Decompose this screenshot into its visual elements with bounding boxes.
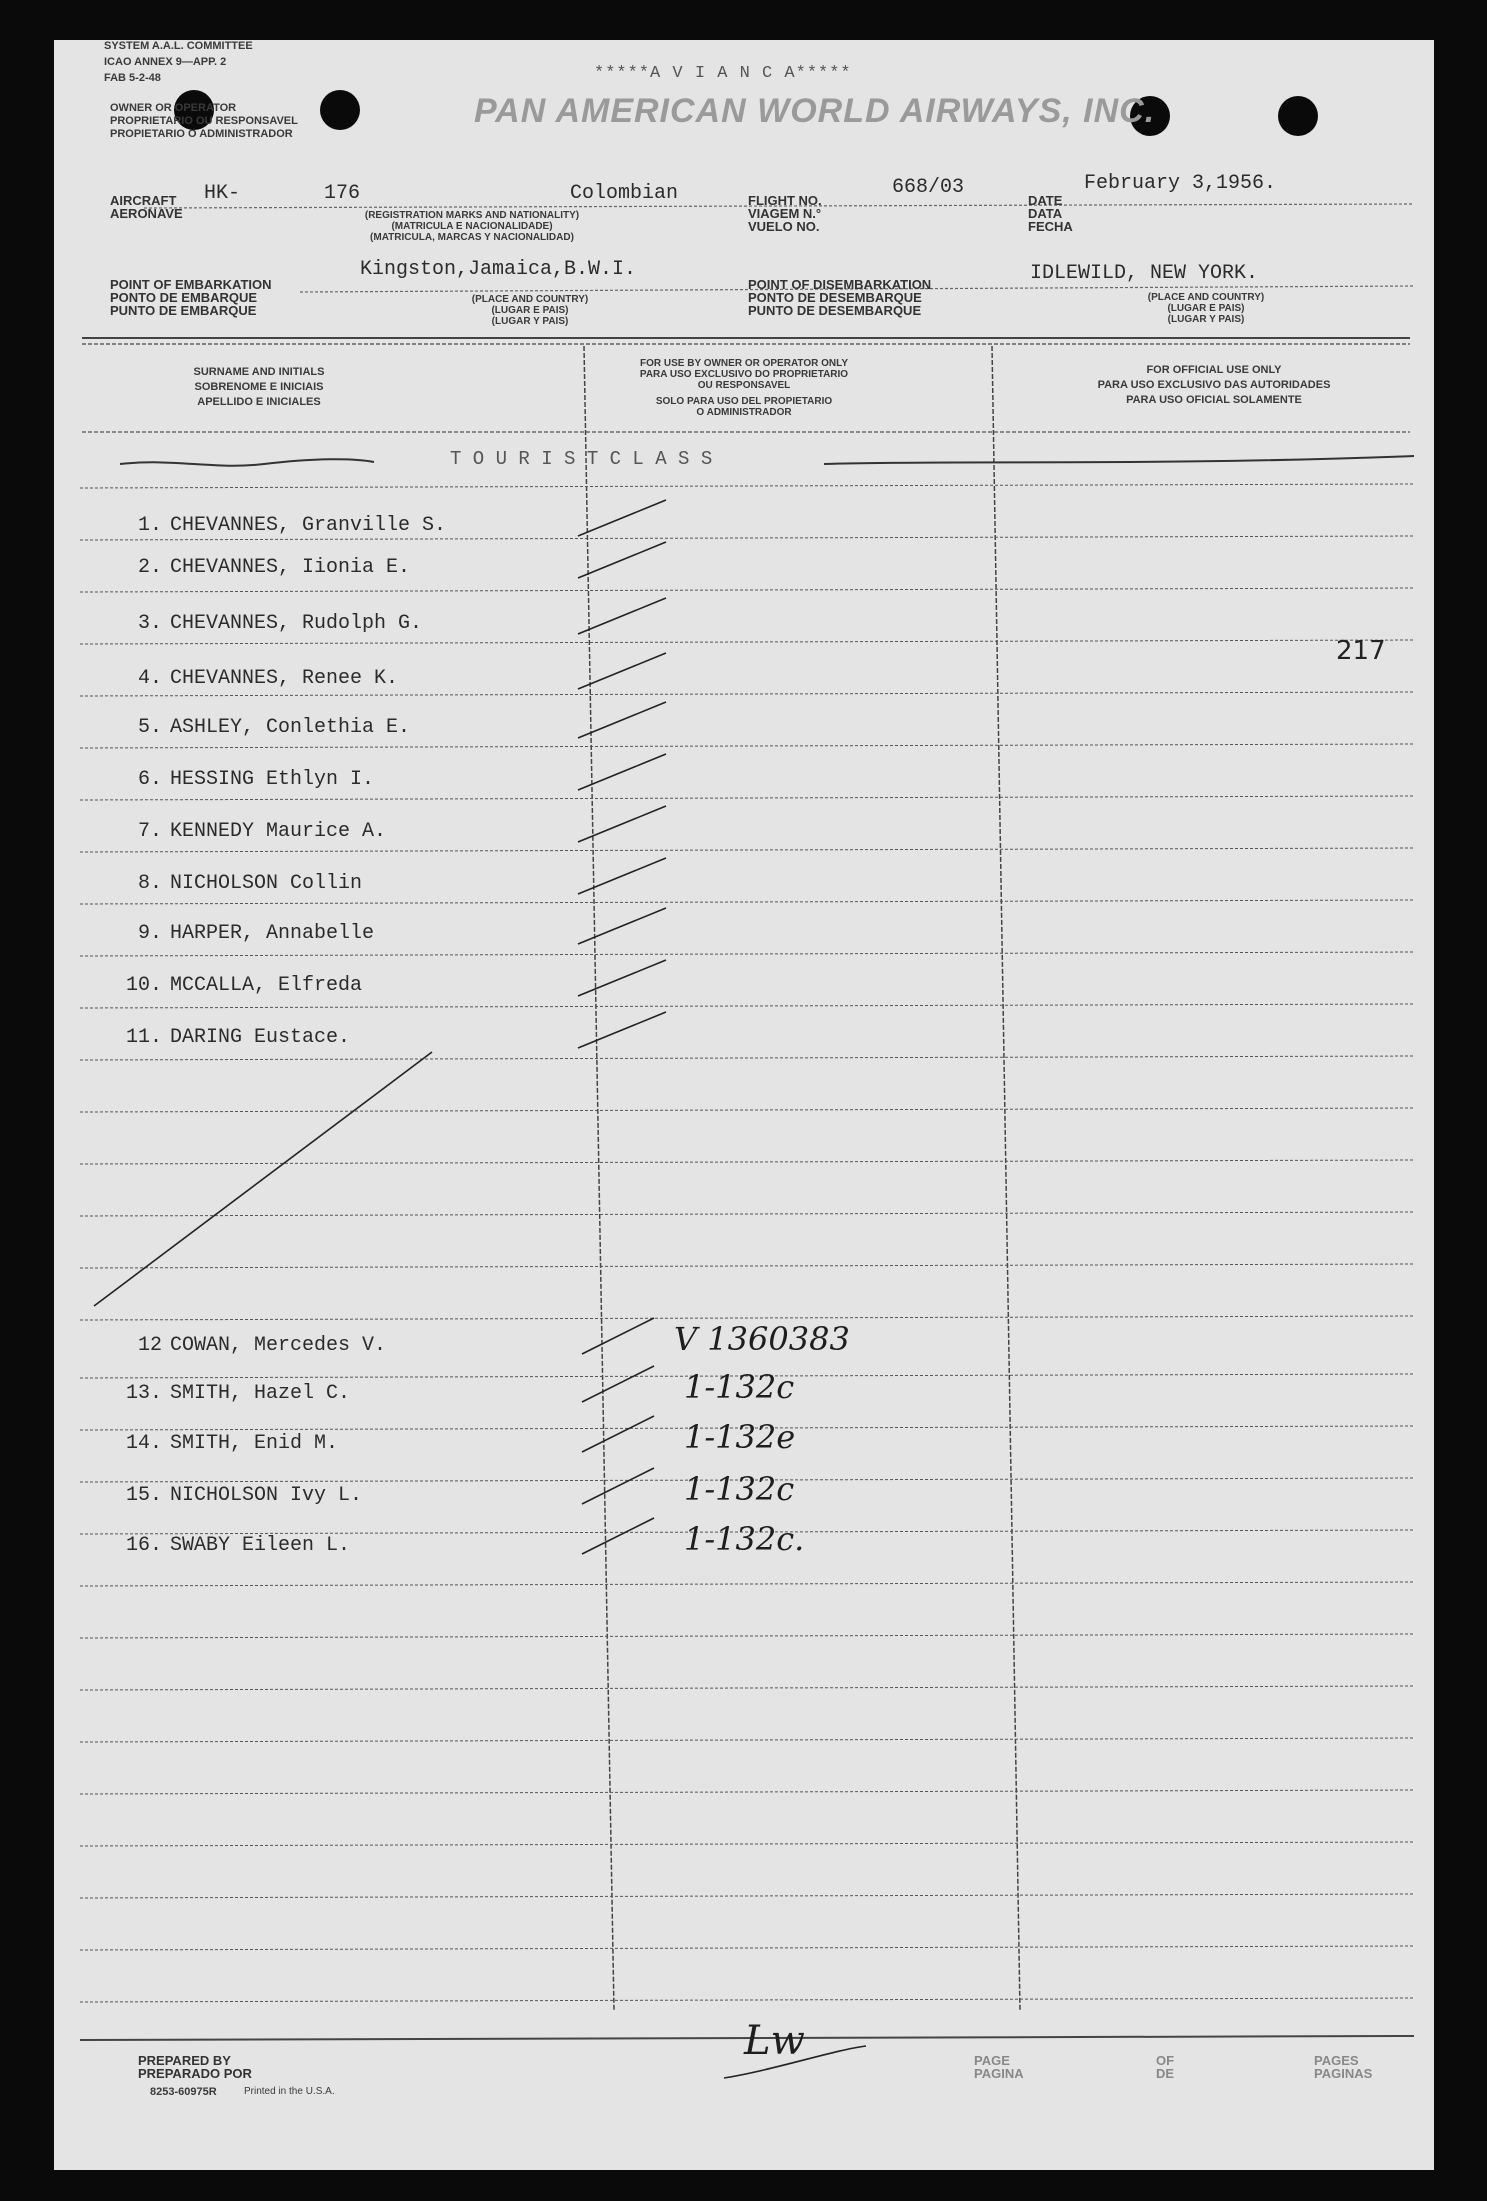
passenger-row <box>110 872 362 895</box>
official-stamp: 217 <box>1336 636 1386 666</box>
rule-line <box>80 796 1414 800</box>
rule-line <box>578 598 666 634</box>
registration-label: (MATRICULA E NACIONALIDADE) <box>391 221 553 232</box>
rule-line <box>80 1264 1414 1268</box>
form-number: 8253-60975R <box>150 2086 217 2098</box>
rule-line <box>80 1946 1414 1950</box>
pages-label: PAGINAS <box>1314 2066 1373 2081</box>
passenger-row <box>110 514 446 537</box>
flight-label: FLIGHT NO. <box>748 193 822 208</box>
passenger-number: 7. <box>137 820 162 843</box>
passenger-number: 10. <box>125 974 162 997</box>
prepared-label: PREPARED BY <box>138 2053 231 2068</box>
rule-line <box>578 960 666 996</box>
flight-date: February 3,1956. <box>1084 172 1277 195</box>
rule-line <box>80 1842 1414 1846</box>
carrier-top: *****A V I A N C A***** <box>594 64 852 83</box>
punch-hole <box>320 90 360 130</box>
passenger-number: 8. <box>137 872 162 895</box>
punch-hole <box>1278 96 1318 136</box>
passenger-name: SWABY Eileen L. <box>170 1534 351 1557</box>
rule-line <box>80 1160 1414 1164</box>
owner-label: OWNER OR OPERATOR <box>110 102 237 114</box>
rule-line <box>80 1056 1414 1060</box>
owner-use-header: O ADMINISTRADOR <box>696 407 792 418</box>
embarkation-label: POINT OF EMBARKATION <box>110 277 272 292</box>
passenger-name: NICHOLSON Ivy L. <box>170 1484 363 1507</box>
passenger-name: KENNEDY Maurice A. <box>170 820 387 843</box>
place-label: (PLACE AND COUNTRY) <box>471 294 589 305</box>
official-use-header: PARA USO EXCLUSIVO DAS AUTORIDADES <box>1097 379 1331 391</box>
passenger-name: SMITH, Hazel C. <box>170 1382 351 1405</box>
passenger-name: CHEVANNES, Iionia E. <box>170 556 411 579</box>
surname-header: SURNAME AND INITIALS <box>193 366 325 378</box>
pages-label: PAGES <box>1314 2053 1359 2068</box>
passenger-row <box>110 768 374 791</box>
passenger-number: 1. <box>137 514 162 537</box>
place-label: (LUGAR Y PAIS) <box>1167 314 1245 325</box>
rule-line <box>80 952 1414 956</box>
rule-line <box>578 806 666 842</box>
passenger-name: DARING Eustace. <box>170 1026 351 1049</box>
passenger-number: 15. <box>125 1484 162 1507</box>
owner-label: PROPIETARIO O ADMINISTRADOR <box>110 128 293 140</box>
rule-line <box>80 744 1414 748</box>
rule-line <box>584 346 614 2010</box>
rule-line <box>582 1366 654 1402</box>
disembarkation-label: PONTO DE DESEMBARQUE <box>748 290 922 305</box>
passenger-number: 5. <box>137 716 162 739</box>
rule-line <box>80 1212 1414 1216</box>
class-header: T O U R I S T C L A S S <box>450 448 713 470</box>
visa-note: 1-132c <box>684 1470 795 1508</box>
preparer-signature: Lw <box>744 2018 805 2064</box>
rule-line <box>80 1998 1414 2002</box>
embarkation-label: PONTO DE EMBARQUE <box>110 290 258 305</box>
place-label: (LUGAR E PAIS) <box>1167 303 1245 314</box>
rule-line <box>578 500 666 536</box>
rule-line <box>582 1318 654 1354</box>
passenger-row <box>110 1382 350 1405</box>
rule-line <box>80 900 1414 904</box>
rule-line <box>80 1738 1414 1742</box>
passenger-name: NICHOLSON Collin <box>170 872 363 895</box>
place-label: (PLACE AND COUNTRY) <box>1147 292 1265 303</box>
rule-line <box>582 1518 654 1554</box>
rule-line <box>80 1790 1414 1794</box>
passenger-row <box>110 556 410 579</box>
visa-note: 1-132c. <box>684 1520 805 1558</box>
embarkation-value: Kingston,Jamaica,B.W.I. <box>360 258 637 281</box>
passenger-name: HESSING Ethlyn I. <box>170 768 375 791</box>
passenger-number: 11. <box>125 1026 162 1049</box>
place-label: (LUGAR E PAIS) <box>491 305 569 316</box>
passenger-name: MCCALLA, Elfreda <box>170 974 363 997</box>
date-label: DATA <box>1028 206 1063 221</box>
date-label: FECHA <box>1028 219 1073 234</box>
rule-line <box>578 1012 666 1048</box>
passenger-name: CHEVANNES, Rudolph G. <box>170 612 423 635</box>
disembarkation-value: IDLEWILD, NEW YORK. <box>1030 262 1259 285</box>
rule-line <box>80 1894 1414 1898</box>
official-use-header: FOR OFFICIAL USE ONLY <box>1146 364 1282 376</box>
passenger-name: HARPER, Annabelle <box>170 922 375 945</box>
committee-line: ICAO ANNEX 9—APP. 2 <box>104 56 227 68</box>
passenger-row <box>110 1334 386 1357</box>
passenger-name: ASHLEY, Conlethia E. <box>170 716 411 739</box>
passenger-number: 2. <box>137 556 162 579</box>
passenger-row <box>110 974 362 997</box>
rule-line <box>80 588 1414 592</box>
rule-line <box>578 908 666 944</box>
owner-use-header: PARA USO EXCLUSIVO DO PROPRIETARIO <box>639 369 849 380</box>
passenger-row <box>110 922 374 945</box>
passenger-row <box>110 667 398 690</box>
aircraft-label: AERONAVE <box>110 206 183 221</box>
passenger-row <box>110 612 422 635</box>
owner-use-header: FOR USE BY OWNER OR OPERATOR ONLY <box>640 358 848 369</box>
rule-line <box>80 1634 1414 1638</box>
rule-line <box>582 1468 654 1504</box>
date-label: DATE <box>1028 193 1063 208</box>
passenger-number: 14. <box>125 1432 162 1455</box>
rule-line <box>80 692 1414 696</box>
manifest-sheet <box>54 40 1434 2170</box>
committee-line: FAB 5-2-48 <box>104 72 161 84</box>
page-label: PAGE <box>974 2053 1010 2068</box>
embarkation-label: PUNTO DE EMBARQUE <box>110 303 257 318</box>
nationality: Colombian <box>570 182 679 205</box>
of-label: OF <box>1156 2053 1175 2068</box>
visa-note: 1-132c <box>684 1368 795 1406</box>
passenger-name: SMITH, Enid M. <box>170 1432 339 1455</box>
of-label: DE <box>1156 2066 1175 2081</box>
passenger-number: 6. <box>137 768 162 791</box>
passenger-number: 12 <box>137 1334 162 1357</box>
disembarkation-label: PUNTO DE DESEMBARQUE <box>748 303 922 318</box>
rule-line <box>578 858 666 894</box>
passenger-number: 3. <box>137 612 162 635</box>
aircraft-label: AIRCRAFT <box>110 193 177 208</box>
rule-line <box>80 1686 1414 1690</box>
disembarkation-label: POINT OF DISEMBARKATION <box>748 277 932 292</box>
flight-label: VUELO NO. <box>748 219 820 234</box>
passenger-row <box>110 1484 362 1507</box>
passenger-number: 16. <box>125 1534 162 1557</box>
rule-line <box>578 542 666 578</box>
page-label: PAGINA <box>974 2066 1024 2081</box>
rule-line <box>80 640 1414 644</box>
registration-label: (MATRICULA, MARCAS Y NACIONALIDAD) <box>370 232 574 243</box>
flight-number: 668/03 <box>892 176 965 199</box>
owner-label: PROPRIETARIO OU RESPONSAVEL <box>110 115 298 127</box>
owner-use-header: SOLO PARA USO DEL PROPIETARIO <box>655 396 833 407</box>
passenger-row <box>110 1026 350 1049</box>
rule-line <box>80 1582 1414 1586</box>
aircraft-number: 176 <box>324 182 361 205</box>
passenger-row <box>110 716 410 739</box>
passenger-name: COWAN, Mercedes V. <box>170 1334 387 1357</box>
rule-line <box>80 1108 1414 1112</box>
passenger-row <box>110 1432 338 1455</box>
rule-line <box>578 653 666 689</box>
passenger-row <box>110 1534 350 1557</box>
rule-line <box>80 1004 1414 1008</box>
visa-note: 1-132e <box>684 1418 796 1456</box>
official-use-header: PARA USO OFICIAL SOLAMENTE <box>1126 394 1302 406</box>
passenger-row <box>110 820 386 843</box>
passenger-name: CHEVANNES, Granville S. <box>170 514 447 537</box>
passenger-number: 4. <box>137 667 162 690</box>
owner-use-header: OU RESPONSAVEL <box>697 380 791 391</box>
registration-label: (REGISTRATION MARKS AND NATIONALITY) <box>364 210 580 221</box>
rule-line <box>80 484 1414 488</box>
aircraft-prefix: HK- <box>204 182 241 205</box>
passenger-name: CHEVANNES, Renee K. <box>170 667 399 690</box>
carrier-name: PAN AMERICAN WORLD AIRWAYS, INC. <box>474 92 1156 130</box>
passenger-number: 13. <box>125 1382 162 1405</box>
class-underline <box>120 456 1414 466</box>
rule-line <box>582 1416 654 1452</box>
prepared-label: PREPARADO POR <box>138 2066 252 2081</box>
surname-header: SOBRENOME E INICIAIS <box>194 381 324 393</box>
committee-line: SYSTEM A.A.L. COMMITTEE <box>104 40 253 52</box>
printed-note: Printed in the U.S.A. <box>244 2086 335 2097</box>
passenger-number: 9. <box>137 922 162 945</box>
visa-note: V 1360383 <box>674 1320 850 1358</box>
surname-header: APELLIDO E INICIALES <box>197 396 321 408</box>
rule-line <box>80 848 1414 852</box>
rule-line <box>992 346 1020 2010</box>
flight-label: VIAGEM N.° <box>748 206 822 221</box>
place-label: (LUGAR Y PAIS) <box>491 316 569 327</box>
